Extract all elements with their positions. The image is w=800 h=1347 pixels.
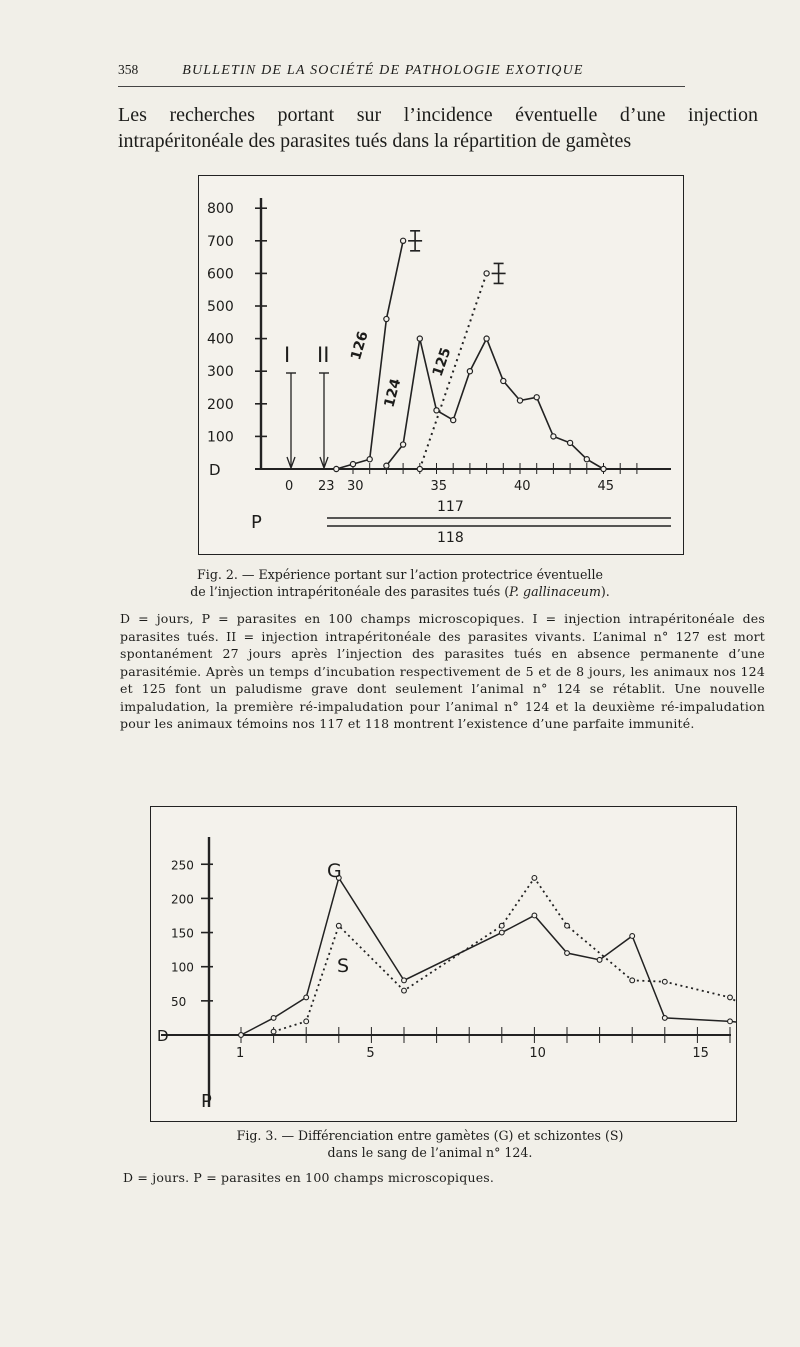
data-point [484,271,489,276]
y-tick-label: 400 [207,331,234,348]
data-point [367,457,372,462]
y-tick-label: 700 [207,233,234,250]
data-point [630,934,635,939]
y-axis-label: P [251,512,262,533]
y-tick-label: 200 [207,396,234,413]
data-point [499,930,504,935]
figure-3-chart [151,807,736,1121]
x-tick-label: 15 [692,1046,709,1061]
x-tick-label: 45 [597,479,615,494]
figure-2-frame [198,175,684,555]
figure-2-chart [199,176,683,554]
series-label-124: 124 [381,376,405,410]
data-point [584,457,589,462]
figure-3-frame [150,806,737,1122]
species-name: P. gallinaceum [509,584,601,599]
control-label-117: 117 [437,499,464,515]
data-point [304,995,309,1000]
data-point [517,398,522,403]
y-axis-label: P [201,1091,212,1112]
data-point [271,1016,276,1021]
data-point [728,995,733,1000]
data-point [532,876,537,881]
header-rule [118,86,685,87]
y-tick-label: 500 [207,299,234,315]
figure-2-caption [140,566,660,600]
data-point [565,951,570,956]
y-tick-label: 100 [207,429,234,446]
data-point [304,1019,309,1024]
data-point [401,238,406,243]
x-tick-label: 5 [366,1046,375,1061]
data-point [336,923,341,928]
data-point [499,923,504,928]
data-point [271,1029,276,1034]
y-tick-label: 150 [171,926,194,941]
page-number: 358 [118,62,139,77]
series-label-125: 125 [429,345,455,379]
data-point [384,463,389,468]
intro-paragraph: Les recherches portant sur l’incidence éventuelle d’une injection intrapéritonéale des parasites tués dans la répartition de gamètes [118,104,758,152]
data-point [239,1033,244,1038]
figure-3-caption-line1: Fig. 3. — Différenciation entre gamètes (G) et schizontes (S) [236,1128,624,1143]
data-point [417,336,422,341]
data-point [597,957,602,962]
data-point [384,316,389,321]
data-point [534,395,539,400]
figure-2-caption-line2: de l’injection intrapéritonéale des parasites tués (P. gallinaceum). [190,584,610,599]
data-point [401,442,406,447]
figure-2-caption-line1: Fig. 2. — Expérience portant sur l’action protectrice éventuelle [197,567,603,582]
y-tick-label: 800 [207,201,234,218]
x-axis-label: D [209,461,221,479]
x-tick-label: 1 [236,1046,245,1061]
figure-2-legend: D = jours, P = parasites en 100 champs microscopiques. I = injection intrapéritonéale des parasites tués. II = injection intrapéritonéale des parasites vivants. L’animal n° 127 est mort spontanément 27 jours après l’injection des parasites tués en absence permanente d’une parasitémie. Après un temps d’incubation respectivement de 5 et de 8 jours, les animaux nos 124 et 125 font un paludisme grave dont seulement l’animal n° 124 se rétablit. Une nouvelle impaludation, la première ré-impaludation pour l’animal n° 124 et la deuxième ré-impaludation pour les animaux témoins nos 117 et 118 montrent l’existence d’une parfaite immunité. [120,611,765,731]
data-point [630,978,635,983]
x-tick-label: 10 [529,1046,546,1061]
death-cross-icon [408,231,422,251]
series-124-line [386,339,603,469]
injection-label: II [317,343,330,367]
control-label-118: 118 [437,530,464,546]
data-point [402,978,407,983]
death-cross-icon [492,263,506,283]
data-point [662,979,667,984]
data-point [501,378,506,383]
data-point [662,1016,667,1021]
data-point [728,1019,733,1024]
data-point [334,466,339,471]
data-point [568,440,573,445]
series-G-line [241,878,736,1035]
data-point [434,408,439,413]
series-label-126: 126 [348,329,372,363]
running-title: BULLETIN DE LA SOCIÉTÉ DE PATHOLOGIE EXOTIQUE [182,63,584,78]
x-tick-label: 23 [318,479,335,494]
y-tick-label: 100 [171,960,194,975]
figure-3-legend: D = jours. P = parasites en 100 champs microscopiques. [123,1170,495,1185]
series-126-line [336,241,403,469]
x-tick-label: 40 [514,479,531,494]
data-point [565,923,570,928]
x-tick-label: 35 [430,479,448,494]
y-tick-label: 600 [207,266,234,283]
injection-label: I [284,343,291,367]
data-point [484,336,489,341]
figure-3-caption [160,1127,700,1161]
running-header [118,62,680,79]
data-point [402,988,407,993]
data-point [350,462,355,467]
series-label-G: G [327,860,342,882]
x-tick-label: 0 [285,479,294,494]
data-point [532,913,537,918]
y-tick-label: 250 [171,858,194,873]
y-tick-label: 300 [207,364,234,381]
x-tick-label: 30 [347,479,364,494]
data-point [551,434,556,439]
x-axis-label: D [157,1027,169,1045]
series-label-S: S [337,955,350,977]
data-point [467,369,472,374]
data-point [417,466,422,471]
data-point [451,418,456,423]
y-tick-label: 200 [171,892,194,907]
figure-3-caption-line2: dans le sang de l’animal n° 124. [327,1145,533,1160]
y-tick-label: 50 [171,994,187,1009]
data-point [601,466,606,471]
